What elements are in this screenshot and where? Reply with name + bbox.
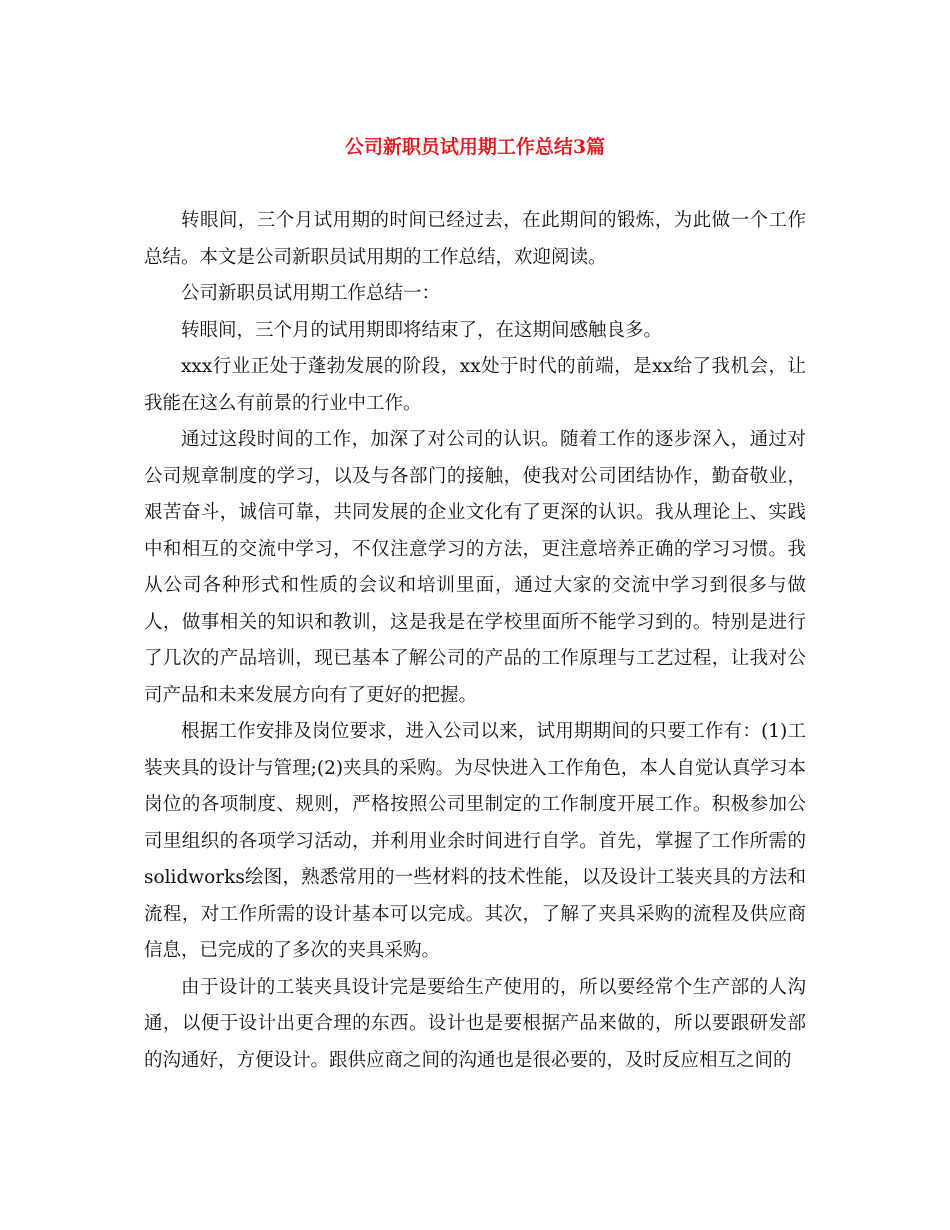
paragraph: 根据工作安排及岗位要求，进入公司以来，试用期期间的只要工作有：(1)工装夹具的设计与管理;(2)夹具的采购。为尽快进入工作角色，本人自觉认真学习本岗位的各项制度、规则，严格按照公司里制定的工作制度开展工作。积极参加公司里组织的各项学习活动，并利用业余时间进行自学。首先，掌握了工作所需的solidworks绘图，熟悉常用的一些材料的技术性能，以及设计工装夹具的方法和流程，对工作所需的设计基本可以完成。其次，了解了夹具采购的流程及供应商信息，已完成的了多次的夹具采购。 — [144, 721, 806, 961]
paragraph-intro: 转眼间，三个月试用期的时间已经过去，在此期间的锻炼，为此做一个工作总结。本文是公司新职员试用期的工作总结，欢迎阅读。 — [144, 210, 806, 268]
paragraph: 通过这段时间的工作，加深了对公司的认识。随着工作的逐步深入，通过对公司规章制度的学习，以及与各部门的接触，使我对公司团结协作，勤奋敬业，艰苦奋斗，诚信可靠，共同发展的企业文化有了更深的认识。我从理论上、实践中和相互的交流中学习，不仅注意学习的方法，更注意培养正确的学习习惯。我从公司各种形式和性质的会议和培训里面，通过大家的交流中学习到很多与做人，做事相关的知识和教训，这是我是在学校里面所不能学习到的。特别是进行了几次的产品培训，现已基本了解公司的产品的工作原理与工艺过程，让我对公司产品和未来发展方向有了更好的把握。 — [144, 429, 806, 706]
paragraph: 转眼间，三个月的试用期即将结束了，在这期间感触良多。 — [181, 319, 663, 341]
paragraph: 由于设计的工装夹具设计完是要给生产使用的，所以要经常个生产部的人沟通，以便于设计出更合理的东西。设计也是要根据产品来做的，所以要跟研发部的沟通好，方便设计。跟供应商之间的沟通也是很必要的，及时反应相互之间的 — [144, 976, 806, 1071]
document-title: 公司新职员试用期工作总结3篇 — [344, 136, 606, 158]
paragraph-section-heading: 公司新职员试用期工作总结一： — [181, 283, 441, 304]
paragraph: xxx行业正处于蓬勃发展的阶段，xx处于时代的前端，是xx给了我机会，让我能在这么有前景的行业中工作。 — [144, 356, 806, 414]
document-body — [144, 203, 806, 1079]
